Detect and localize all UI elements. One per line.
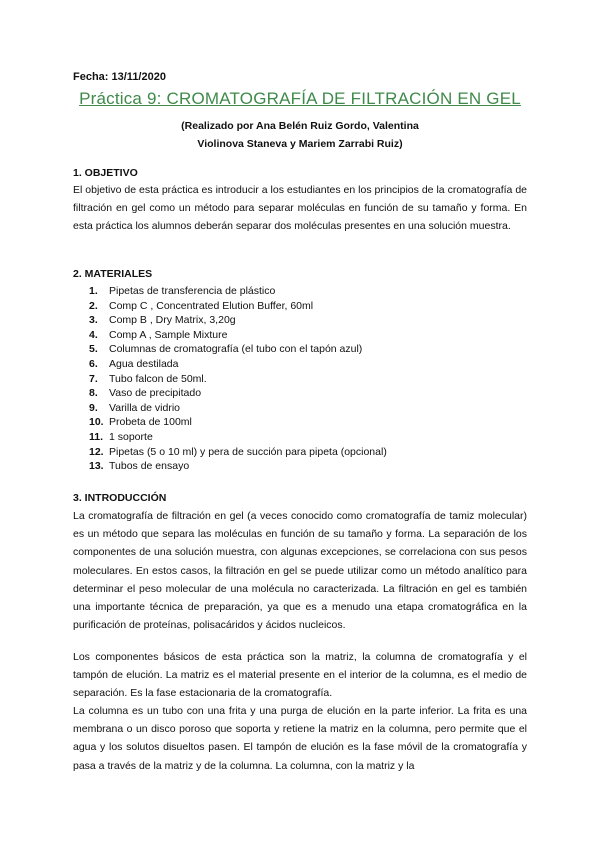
list-item-text: 1 soporte: [109, 430, 153, 443]
intro-paragraph-1: La cromatografía de filtración en gel (a veces conocido como cromatografía de tamiz molecular) es un método que separa las moléculas en función de su tamaño y forma. La separación de los componentes de una solución muestra, con algunas excepciones, se correlaciona con sus pesos moleculares. En estos casos, la filtración en gel se puede utilizar como un método analítico para determinar el peso molecular de una molécula no caracterizada. La filtración en gel es también una importante técnica de preparación, ya que es a menudo una etapa cromatográfica en la purificación de proteínas, polisacáridos y ácidos nucleicos.: [73, 510, 527, 632]
list-item-number: 9.: [89, 401, 98, 414]
list-item-text: Comp A , Sample Mixture: [109, 328, 228, 341]
materials-list-item: [89, 445, 387, 460]
list-item-number: 1.: [89, 285, 98, 297]
materials-list-item: [89, 372, 387, 387]
list-item-text: Agua destilada: [109, 357, 179, 370]
list-item-number: 2.: [89, 299, 98, 312]
materials-list-item: [89, 401, 387, 416]
list-item-number: 6.: [89, 357, 98, 370]
list-item-number: 7.: [89, 372, 98, 385]
materials-list: [89, 284, 387, 474]
intro-paragraph-3: La columna es un tubo con una frita y una purga de elución en la parte inferior. La frita es una membrana o un disco poroso que soporta y retiene la matriz en la columna, pero permite que el agua y los solutos disueltos pasen. El tampón de elución es la fase móvil de la cromatografía y pasa a través de la matriz y de la columna. La columna, con la matriz y la: [73, 705, 527, 772]
list-item-number: 10.: [89, 416, 104, 429]
list-item-text: Probeta de 100ml: [109, 416, 192, 429]
list-item-number: 5.: [89, 343, 98, 356]
list-item-text: Vaso de precipitado: [109, 387, 202, 400]
date-line: Fecha: 13/11/2020: [73, 71, 166, 83]
list-item-number: 11.: [89, 430, 104, 443]
list-item-text: Pipetas (5 o 10 ml) y pera de succión para pipeta (opcional): [109, 445, 387, 458]
intro-paragraph-2: Los componentes básicos de esta práctica son la matriz, la columna de cromatografía y el tampón de elución. La matriz es el material presente en el interior de la columna, es el medio de separación. Es la fase estacionaria de la cromatografía.: [73, 651, 527, 700]
authors-block: [0, 117, 600, 153]
materials-list-item: [89, 459, 387, 474]
heading-introduccion: 3. INTRODUCCIÓN: [73, 492, 167, 504]
materials-list-item: [89, 357, 387, 372]
materials-list-item: [89, 284, 387, 299]
page-title: Práctica 9: CROMATOGRAFÍA DE FILTRACIÓN EN GEL: [79, 89, 521, 108]
list-item-number: 3.: [89, 314, 98, 327]
materials-list-item: [89, 430, 387, 445]
materials-list-item: [89, 313, 387, 328]
list-item-number: 4.: [89, 328, 98, 341]
authors-line-2: Violinova Staneva y Mariem Zarrabi Ruiz): [197, 138, 403, 150]
heading-objetivo: 1. OBJETIVO: [73, 167, 138, 179]
list-item-text: Columnas de cromatografía (el tubo con el tapón azul): [109, 343, 363, 356]
materials-list-item: [89, 328, 387, 343]
list-item-number: 8.: [89, 387, 98, 400]
authors-line-1: (Realizado por Ana Belén Ruiz Gordo, Valentina: [181, 120, 419, 132]
heading-materiales: 2. MATERIALES: [73, 268, 153, 280]
materials-list-item: [89, 342, 387, 357]
list-item-text: Comp B , Dry Matrix, 3,20g: [109, 314, 236, 327]
list-item-number: 13.: [89, 460, 104, 473]
list-item-text: Tubo falcon de 50ml.: [109, 372, 207, 385]
materials-list-item: [89, 415, 387, 430]
list-item-text: Comp C , Concentrated Elution Buffer, 60ml: [109, 299, 314, 312]
list-item-text: Pipetas de transferencia de plástico: [109, 285, 276, 297]
materials-list-item: [89, 386, 387, 401]
materials-list-item: [89, 299, 387, 314]
list-item-text: Tubos de ensayo: [109, 460, 190, 473]
list-item-text: Varilla de vidrio: [109, 401, 181, 414]
objetivo-paragraph: El objetivo de esta práctica es introducir a los estudiantes en los principios de la cromatografía de filtración en gel como un método para separar moléculas en función de su tamaño y forma. En esta práctica los alumnos deberán separar dos moléculas presentes en una solución muestra.: [73, 184, 527, 233]
list-item-number: 12.: [89, 445, 104, 458]
